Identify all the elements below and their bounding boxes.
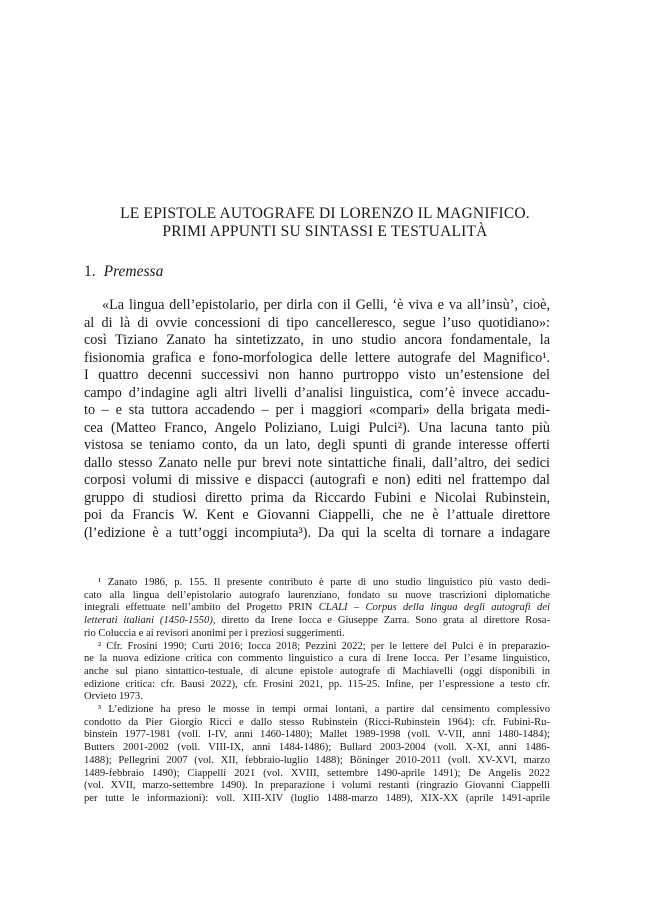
footnote-line: cato alla lingua dell’epistolario autografo laurenziano, fondato su nuove trascrizioni diplomatiche <box>84 589 550 601</box>
footnote-line: ¹ Zanato 1986, p. 155. Il presente contributo è parte di uno studio linguistico più vasto dedi- <box>98 577 550 588</box>
footnote-line: ² Cfr. Frosini 1990; Curti 2016; Iocca 2018; Pezzini 2022; per le lettere del Pulci è in preparazio- <box>98 640 550 652</box>
footnote-text: integrali effettuate nell’ambito del Progetto PRIN <box>84 602 319 614</box>
section-heading <box>84 262 163 281</box>
body-line: fisionomia grafica e fono-morfologica delle lettere autografe del Magnifico¹. <box>84 349 550 366</box>
footnote-line: ³ L’edizione ha preso le mosse in tempi ormai lontani, a partire dal censimento complessivo <box>98 704 550 716</box>
footnotes <box>84 577 550 806</box>
footnote-line: (vol. XVII, marzo-settembre 1490). In preparazione i volumi restanti (ringrazio Giovanni Ciappelli <box>84 780 550 792</box>
footnote-line: 1489-febbraio 1490); Ciappelli 2021 (vol. XVIII, settembre 1490-aprile 1491); De Angelis 2022 <box>84 767 550 779</box>
body-line: I quattro decenni successivi non hanno purtroppo visto un’estensione del <box>84 367 550 383</box>
footnote-line: condotto da Pier Giorgio Ricci e dallo stesso Rubinstein (Ricci-Rubinstein 1964): cfr. Fubini-Ru- <box>84 716 550 728</box>
body-line: cea (Matteo Franco, Angelo Poliziano, Luigi Pulci²). Una lacuna tanto più <box>84 419 550 436</box>
body-line: (l’edizione è a tutt’oggi incompiuta³). Da qui la scelta di tornare a indagare <box>84 524 550 541</box>
footnote-line: per tutte le informazioni): voll. XIII-XIV (luglio 1488-marzo 1489), XIX-XX (aprile 1491-aprile <box>84 792 550 804</box>
body-paragraph <box>84 297 550 542</box>
body-line: al di là di ovvie concessioni di tipo cancelleresco, segue l’uso quotidiano»: <box>84 314 550 331</box>
section-number: 1. <box>84 263 96 280</box>
title-line-2: PRIMI APPUNTI SU SINTASSI E TESTUALITÀ <box>162 223 488 240</box>
title-line-1: LE EPISTOLE AUTOGRAFE DI LORENZO IL MAGNIFICO. <box>120 205 530 222</box>
footnote-line <box>84 615 550 628</box>
footnote-line: Orvieto 1973. <box>84 691 143 703</box>
footnote-line <box>84 602 550 615</box>
body-line: vistosa se teniamo conto, da un lato, degli spunti di grande interesse offerti <box>84 437 550 453</box>
body-line: «La lingua dell’epistolario, per dirla con il Gelli, ‘è viva e va all’insù’, cioè, <box>102 297 550 313</box>
body-line: corposi volumi di missive e dispacci (autografi e non) editi nel frattempo dal <box>84 472 550 488</box>
body-line: gruppo di studiosi diretto prima da Riccardo Fubini e Nicolai Rubinstein, <box>84 489 550 506</box>
footnote-line: Butters 2001-2002 (voll. VIII-IX, anni 1484-1486); Bullard 2003-2004 (voll. X-XI, anni 1486- <box>84 742 550 754</box>
footnote-3 <box>84 704 550 806</box>
body-line: poi da Francis W. Kent e Giovanni Ciappelli, che ne è l’attuale direttore <box>84 507 550 523</box>
footnote-line: edizione critica: cfr. Bausi 2022), cfr. Frosini 2021, pp. 115-25. Infine, per l’espressione a testo cfr. <box>84 678 550 690</box>
body-line: campo d’indagine agli altri livelli d’analisi linguistica, com’è invece accadu- <box>84 384 550 401</box>
footnote-2 <box>84 641 550 705</box>
footnote-line: anche sul piano sintattico-testuale, di alcune epistole autografe di Machiavelli (oggi disponibili in <box>84 665 550 677</box>
footnote-1 <box>84 577 550 641</box>
project-title-italic: letterati italiani (1450-1550) <box>84 615 213 627</box>
project-title-italic: CLALI – Corpus della lingua degli autografi dei <box>318 602 550 614</box>
footnote-line: ne la nuova edizione critica con commento linguistico a cura di Irene Iocca. Per l’esame linguistico, <box>84 653 550 665</box>
section-title: Premessa <box>103 263 164 280</box>
footnote-text: , diretto da Irene Iocca e Giuseppe Zarra. Sono grata al direttore Rosa- <box>212 615 550 627</box>
body-line: dallo stesso Zanato nelle pur brevi note sintattiche finali, dall’altro, dei sedici <box>84 454 550 471</box>
footnote-line: 1488); Pellegrini 2007 (vol. XII, febbraio-luglio 1488); Böninger 2010-2011 (voll. XV-XVI, marzo <box>84 754 550 766</box>
body-line: to – e sta tuttora accadendo – per i maggiori «compari» della brigata medi- <box>84 402 550 418</box>
body-line: così Tiziano Zanato ha sintetizzato, in uno studio ancora fondamentale, la <box>84 332 550 348</box>
footnote-line: rio Coluccia e ai revisori anonimi per i preziosi suggerimenti. <box>84 627 345 639</box>
footnote-line: binstein 1977-1981 (voll. I-IV, anni 1460-1480); Mallet 1989-1998 (voll. V-VII, anni 1480-1484); <box>84 729 550 741</box>
article-title <box>0 205 650 241</box>
